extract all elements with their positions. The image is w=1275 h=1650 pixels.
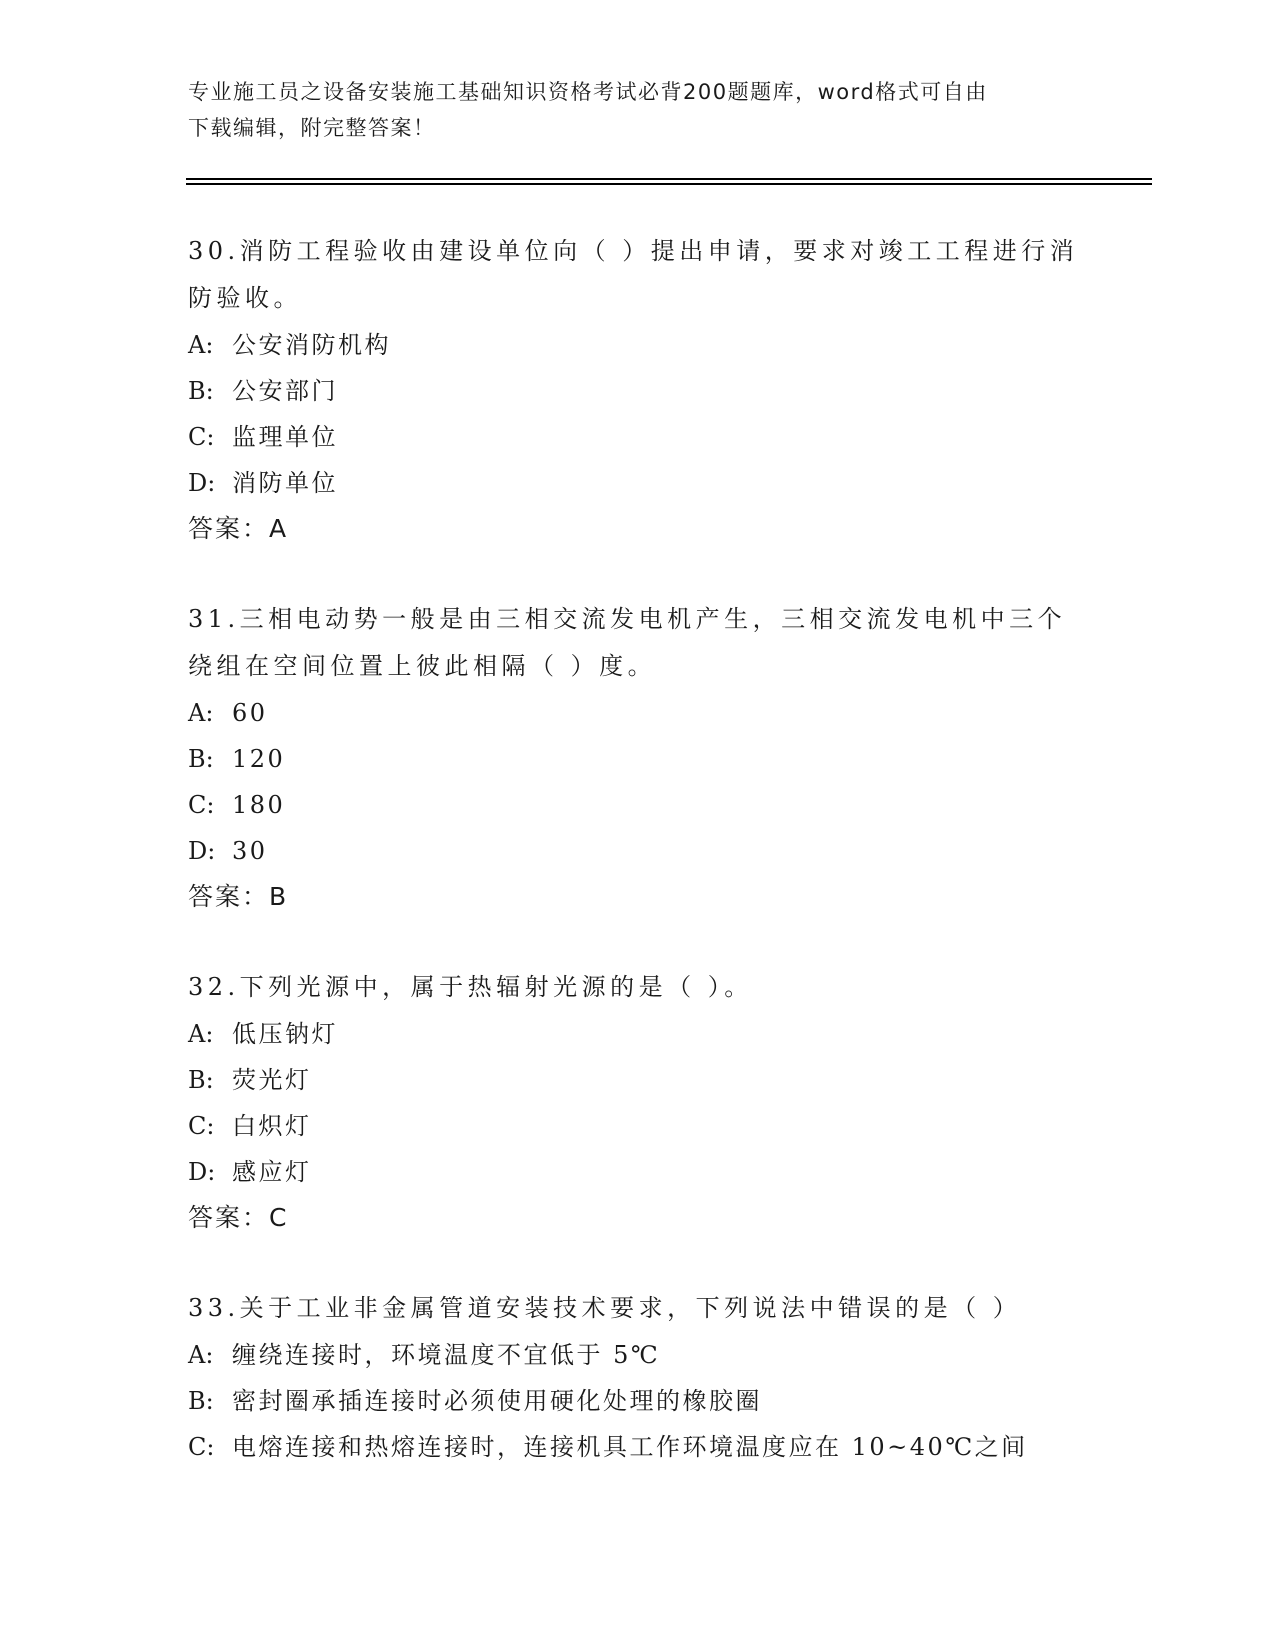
question-stem: 31.三相电动势一般是由三相交流发电机产生，三相交流发电机中三个绕组在空间位置上彼此相隔（ ）度。 — [188, 605, 1067, 680]
option-c — [188, 414, 1148, 460]
option-letter: A: — [188, 1341, 214, 1369]
answer-line: 答案：C — [188, 1203, 289, 1232]
option-a — [188, 1011, 1148, 1057]
option-text: 低压钠灯 — [232, 1020, 338, 1048]
question-stem: 32.下列光源中，属于热辐射光源的是（ ）。 — [188, 973, 753, 1001]
option-letter: A: — [188, 699, 214, 727]
option-c — [188, 1424, 1148, 1470]
option-a — [188, 1332, 1148, 1378]
option-text: 30 — [232, 837, 268, 865]
option-d — [188, 460, 1148, 506]
option-letter: B: — [188, 745, 214, 773]
question-33 — [188, 1285, 1148, 1470]
option-b — [188, 736, 1148, 782]
option-c — [188, 1103, 1148, 1149]
answer-line: 答案：A — [188, 514, 289, 543]
option-a — [188, 322, 1148, 368]
header-line-2: 下载编辑，附完整答案！ — [188, 116, 436, 140]
option-text: 消防单位 — [232, 469, 338, 497]
header-divider-bottom — [186, 183, 1152, 185]
option-text: 180 — [232, 791, 286, 819]
option-letter: B: — [188, 1387, 214, 1415]
option-letter: C: — [188, 1433, 215, 1461]
option-text: 荧光灯 — [232, 1066, 312, 1094]
option-letter: D: — [188, 837, 216, 865]
question-list — [188, 228, 1148, 1514]
option-text: 白炽灯 — [232, 1112, 312, 1140]
option-b — [188, 1057, 1148, 1103]
question-stem: 33.关于工业非金属管道安装技术要求，下列说法中错误的是（ ） — [188, 1294, 1022, 1322]
question-31 — [188, 596, 1148, 920]
option-text: 缠绕连接时，环境温度不宜低于 5℃ — [232, 1341, 661, 1369]
option-letter: B: — [188, 377, 214, 405]
option-d — [188, 1149, 1148, 1195]
option-text: 监理单位 — [232, 423, 338, 451]
option-b — [188, 368, 1148, 414]
answer-line: 答案：B — [188, 882, 289, 911]
option-text: 公安消防机构 — [232, 331, 391, 359]
option-text: 密封圈承插连接时必须使用硬化处理的橡胶圈 — [232, 1387, 762, 1415]
header-line-1: 专业施工员之设备安装施工基础知识资格考试必背200题题库，word格式可自由 — [188, 80, 988, 104]
question-stem: 30.消防工程验收由建设单位向（ ）提出申请，要求对竣工工程进行消防验收。 — [188, 237, 1079, 312]
option-a — [188, 690, 1148, 736]
header-divider-top — [186, 178, 1152, 180]
option-text: 公安部门 — [232, 377, 338, 405]
option-letter: A: — [188, 331, 214, 359]
option-letter: D: — [188, 1158, 216, 1186]
option-text: 感应灯 — [232, 1158, 312, 1186]
option-letter: C: — [188, 423, 215, 451]
option-b — [188, 1378, 1148, 1424]
option-letter: C: — [188, 1112, 215, 1140]
question-32 — [188, 964, 1148, 1241]
option-letter: B: — [188, 1066, 214, 1094]
document-header — [188, 74, 1088, 146]
option-letter: A: — [188, 1020, 214, 1048]
option-c — [188, 782, 1148, 828]
option-letter: D: — [188, 469, 216, 497]
question-30 — [188, 228, 1148, 552]
option-text: 60 — [232, 699, 268, 727]
option-text: 120 — [232, 745, 286, 773]
option-letter: C: — [188, 791, 215, 819]
option-d — [188, 828, 1148, 874]
option-text: 电熔连接和热熔连接时，连接机具工作环境温度应在 10~40℃之间 — [232, 1433, 1028, 1461]
